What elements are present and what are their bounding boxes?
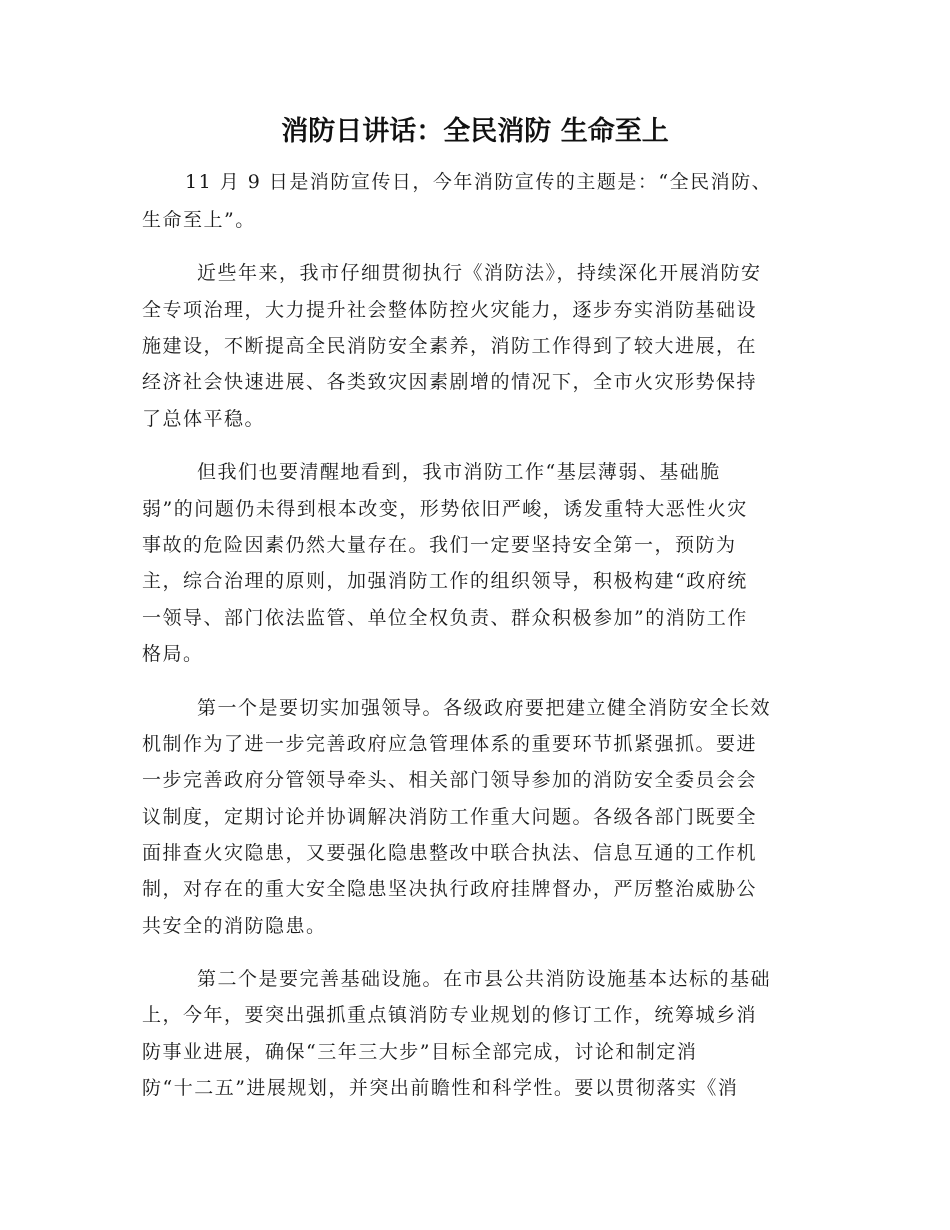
paragraph-5-line-3: 防事业进展，确保“三年三大步”目标全部完成，讨论和制定消: [142, 1041, 698, 1063]
paragraph-4-line-2: 机制作为了进一步完善政府应急管理体系的重要环节抓紧强抓。要进: [142, 733, 758, 755]
paragraph-5-line-4: 防“十二五”进展规划，并突出前瞻性和科学性。要以贯彻落实《消: [142, 1077, 739, 1099]
paragraph-4-line-4: 议制度，定期讨论并协调解决消防工作重大问题。各级各部门既要全: [142, 806, 758, 828]
paragraph-5-line-2: 上，今年，要突出强抓重点镇消防专业规划的修订工作，统筹城乡消: [142, 1004, 758, 1026]
paragraph-3-line-5: 一领导、部门依法监管、单位全权负责、群众积极参加”的消防工作: [142, 607, 748, 629]
paragraph-3-line-4: 主，综合治理的原则，加强消防工作的组织领导，积极构建“政府统: [142, 570, 748, 592]
paragraph-1-line-1: 11 月 9 日是消防宣传日，今年消防宣传的主题是：“全民消防、: [185, 171, 773, 193]
paragraph-3-line-1: 但我们也要清醒地看到，我市消防工作“基层薄弱、基础脆: [197, 461, 721, 483]
paragraph-2-line-1: 近些年来，我市仔细贯彻执行《消防法》，持续深化开展消防安: [197, 262, 762, 284]
paragraph-4-line-7: 共安全的消防隐患。: [142, 915, 327, 937]
paragraph-5-line-1: 第二个是要完善基础设施。在市县公共消防设施基本达标的基础: [197, 968, 772, 990]
paragraph-3-line-2: 弱”的问题仍未得到根本改变，形势依旧严峻，诱发重特大恶性火灾: [142, 498, 748, 520]
paragraph-4-line-5: 面排查火灾隐患，又要强化隐患整改中联合执法、信息互通的工作机: [142, 842, 758, 864]
paragraph-3-line-3: 事故的危险因素仍然大量存在。我们一定要坚持安全第一，预防为: [142, 534, 737, 556]
paragraph-4-line-1: 第一个是要切实加强领导。各级政府要把建立健全消防安全长效: [197, 697, 772, 719]
paragraph-3-line-6: 格局。: [142, 643, 204, 665]
paragraph-2-line-2: 全专项治理，大力提升社会整体防控火灾能力，逐步夯实消防基础设: [142, 299, 758, 321]
paragraph-1-line-2: 生命至上”。: [142, 209, 256, 231]
paragraph-2-line-4: 经济社会快速进展、各类致灾因素剧增的情况下，全市火灾形势保持: [142, 371, 758, 393]
paragraph-2-line-5: 了总体平稳。: [142, 408, 266, 430]
paragraph-4-line-3: 一步完善政府分管领导牵头、相关部门领导参加的消防安全委员会会: [142, 769, 758, 791]
paragraph-2-line-3: 施建设，不断提高全民消防安全素养，消防工作得到了较大进展，在: [142, 335, 758, 357]
paragraph-4-line-6: 制，对存在的重大安全隐患坚决执行政府挂牌督办，严厉整治威胁公: [142, 878, 758, 900]
document-title: 消防日讲话：全民消防 生命至上: [281, 116, 669, 147]
